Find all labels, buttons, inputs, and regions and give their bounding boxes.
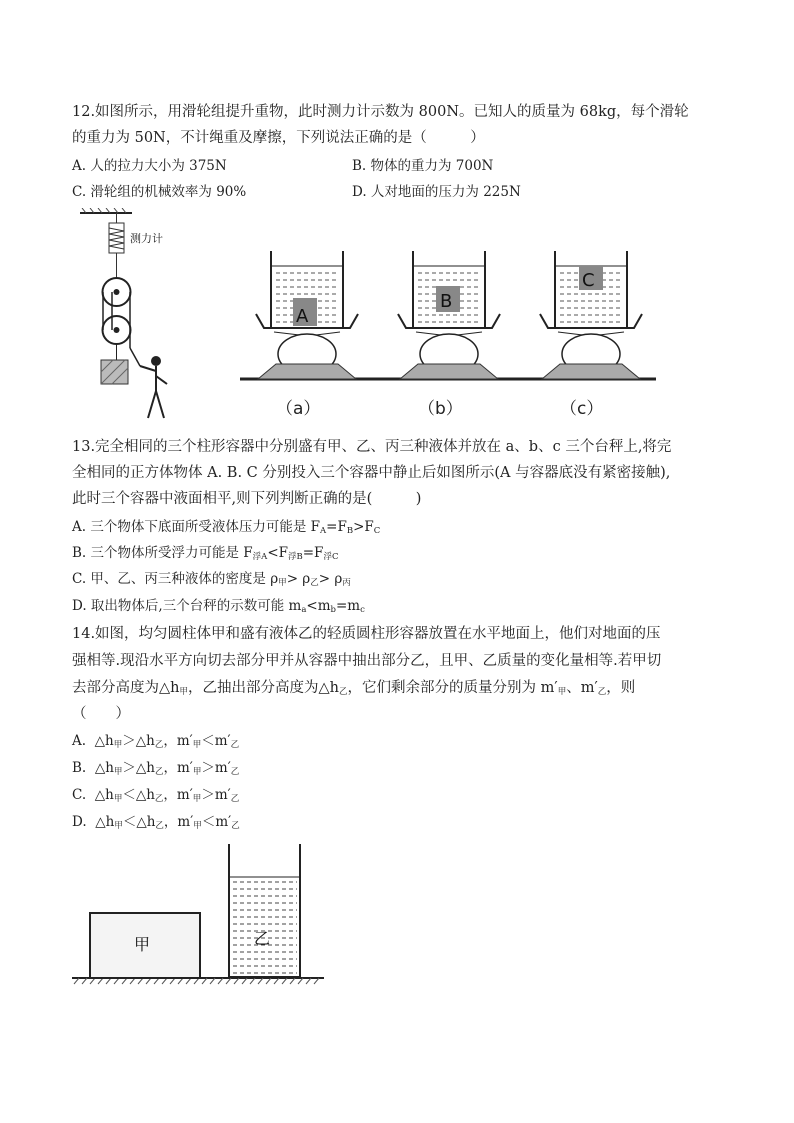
q14-option-a: A. $\triangle h_甲>\triangle h_乙$，$m'_甲<m'_乙$: [72, 733, 240, 750]
q14-stem-line4: （ ）: [72, 706, 130, 722]
svg-text:A: A: [296, 306, 309, 327]
q12-option-a: A. 人的拉力大小为 375N: [72, 158, 227, 174]
q12-option-d: D. 人对地面的压力为 225N: [352, 184, 521, 200]
caption-b: （b）: [418, 399, 463, 419]
q14-stem-line2: 强相等.现沿水平方向切去部分甲并从容器中抽出部分乙，且甲、乙质量的变化量相等.若甲切: [72, 653, 662, 669]
pulley-figure: [72, 208, 192, 426]
svg-text:C: C: [582, 270, 595, 291]
q13-stem-line2: 全相同的正方体物体 A. B. C 分别投入三个容器中静止后如图所示(A 与容器底没有紧密接触),: [72, 465, 671, 481]
q13-option-d: D. 取出物体后,三个台秤的示数可能 $m_a<m_b=m_c$: [72, 598, 365, 615]
q14-option-c: C. $\triangle h_甲<\triangle h_乙$，$m'_甲>m'_乙$: [72, 787, 240, 804]
q14-option-d: D. $\triangle h_甲<\triangle h_乙$，$m'_甲<m'_乙$: [72, 814, 240, 831]
person-head: [151, 356, 161, 366]
caption-c: （c）: [560, 399, 604, 419]
q14-option-b: B. $\triangle h_甲>\triangle h_乙$，$m'_甲>m'_乙$: [72, 760, 240, 777]
svg-text:甲: 甲: [134, 935, 151, 954]
q13-stem-line1: 13.完全相同的三个柱形容器中分别盛有甲、乙、丙三种液体并放在 a、b、c 三个台秤上,将完: [72, 439, 672, 455]
svg-text:B: B: [440, 291, 453, 312]
container-c: [540, 251, 642, 379]
q13-option-b: B. 三个物体所受浮力可能是 $F_{浮A}<F_{浮B}=F_{浮C}$: [72, 545, 339, 562]
containers-figure: [238, 246, 658, 426]
cylinder-container-figure: [70, 840, 330, 990]
meter-label: 测力计: [130, 232, 163, 245]
svg-text:乙: 乙: [254, 929, 271, 948]
caption-a: （a）: [276, 399, 321, 419]
q14-stem-line1: 14.如图，均匀圆柱体甲和盛有液体乙的轻质圆柱形容器放置在水平地面上，他们对地面的压: [72, 626, 661, 642]
q14-stem-line3: 去部分高度为$\triangle h_甲$，乙抽出部分高度为$\triangle h_乙$，它们剩余部分的质量分别为 $m'_甲$、$m'_乙$，则: [72, 680, 636, 697]
q13-option-c: C. 甲、乙、丙三种液体的密度是 $\rho_甲> \rho_乙> \rho_丙$: [72, 571, 351, 588]
q13-option-a: A. 三个物体下底面所受液体压力可能是 $F_A=F_B>F_C$: [72, 519, 381, 536]
container-a: [256, 251, 358, 379]
container-b: [398, 251, 500, 379]
liquid-yi: [233, 882, 297, 973]
q12-stem-line1: 12.如图所示，用滑轮组提升重物，此时测力计示数为 800N。已知人的质量为 68kg，每个滑轮: [72, 104, 689, 120]
q13-stem-line3: 此时三个容器中液面相平,则下列判断正确的是( ): [72, 491, 422, 507]
q12-option-c: C. 滑轮组的机械效率为 90%: [72, 184, 247, 200]
q12-stem-line2: 的重力为 50N，不计绳重及摩擦，下列说法正确的是（ ）: [72, 130, 485, 146]
q12-option-b: B. 物体的重力为 700N: [352, 158, 494, 174]
